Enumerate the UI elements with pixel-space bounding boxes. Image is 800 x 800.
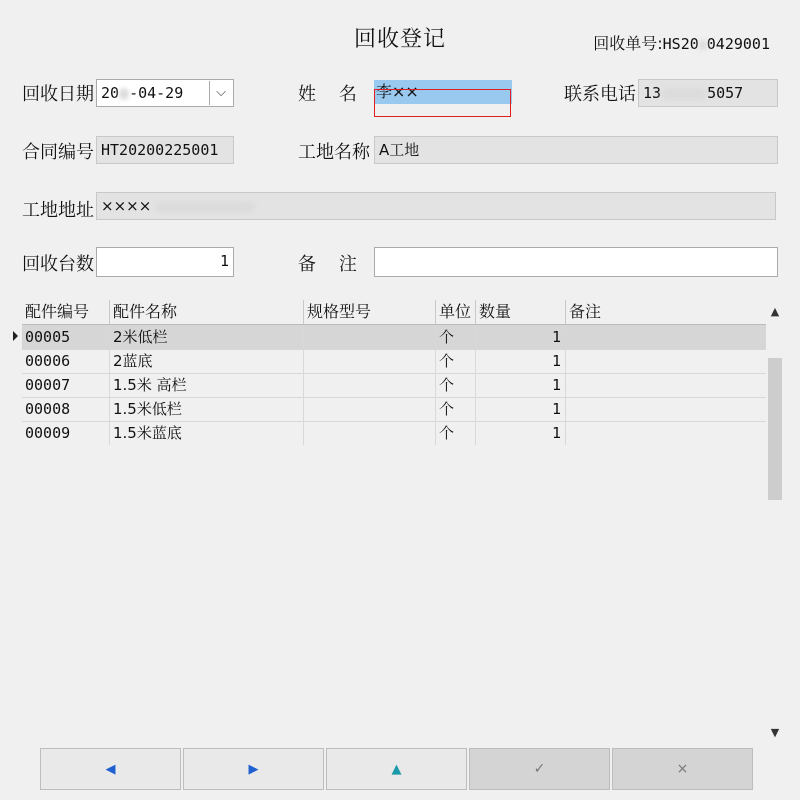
redacted-blur [155,201,255,213]
site-address-label: 工地地址 [22,200,94,221]
cell-name[interactable]: 1.5米低栏 [110,397,304,421]
cell-spec[interactable] [304,421,436,445]
scrollbar-thumb[interactable] [768,358,782,500]
grid-header [22,300,766,325]
count-value: 1 [219,252,229,270]
scroll-up-icon[interactable]: ▲ [770,305,780,318]
table-row[interactable] [22,349,766,374]
count-label: 回收台数 [22,254,94,275]
col-header-spec[interactable]: 规格型号 [304,300,436,324]
cell-name[interactable]: 2米低栏 [110,325,304,349]
cell-name[interactable]: 1.5米 高栏 [110,373,304,397]
table-row[interactable] [22,325,766,350]
cell-code[interactable]: 00009 [22,421,110,445]
site-name-label: 工地名称 [298,142,370,163]
page-title: 回收登记 [353,27,446,52]
cell-spec[interactable] [304,373,436,397]
cell-unit[interactable]: 个 [436,325,476,349]
site-name-value: A工地 [379,141,420,159]
cell-code[interactable]: 00007 [22,373,110,397]
cell-qty[interactable]: 1 [476,397,566,421]
cell-note[interactable] [566,373,766,397]
cell-unit[interactable]: 个 [436,421,476,445]
cell-note[interactable] [566,349,766,373]
table-row[interactable] [22,397,766,422]
phone-label: 联系电话 [564,84,636,105]
cell-code[interactable]: 00008 [22,397,110,421]
chevron-down-icon[interactable]: ⌵ [209,81,232,105]
col-header-unit[interactable]: 单位 [436,300,476,324]
order-number-label: 回收单号: [593,34,663,53]
cancel-button[interactable] [612,748,753,790]
col-header-code[interactable]: 配件编号 [22,300,110,324]
site-address-value: ×××× [101,197,152,215]
order-number [593,31,770,54]
order-number-value-end: 0429001 [706,35,770,53]
parts-grid[interactable] [22,300,766,745]
table-row[interactable] [22,373,766,398]
remark-field[interactable] [374,247,778,277]
confirm-button[interactable] [469,748,610,790]
cell-spec[interactable] [304,325,436,349]
phone-value: 13 5057 [643,84,744,102]
cell-name[interactable]: 2蓝底 [110,349,304,373]
grid-scrollbar[interactable] [766,300,784,745]
date-label: 回收日期 [22,84,94,105]
arrow-up-icon: ▲ [391,762,402,777]
table-row[interactable] [22,421,766,445]
cell-qty[interactable]: 1 [476,421,566,445]
site-address-field[interactable] [96,192,776,220]
site-name-field[interactable] [374,136,778,164]
col-header-qty[interactable]: 数量 [476,300,566,324]
cell-note[interactable] [566,421,766,445]
date-value: 20 -04-29 [101,84,184,102]
cell-code[interactable]: 00005 [22,325,110,349]
cell-note[interactable] [566,325,766,349]
cell-qty[interactable]: 1 [476,349,566,373]
cell-name[interactable]: 1.5米蓝底 [110,421,304,445]
date-picker[interactable] [96,79,234,107]
contract-value: HT20200225001 [101,141,219,159]
current-row-indicator-icon [13,331,18,341]
cell-spec[interactable] [304,349,436,373]
order-number-value: HS20 [662,35,699,53]
next-button[interactable] [183,748,324,790]
name-label: 姓 名 [298,84,357,105]
cell-qty[interactable]: 1 [476,373,566,397]
cell-unit[interactable]: 个 [436,349,476,373]
check-icon: ✓ [533,761,546,777]
close-icon: × [676,761,689,777]
scroll-down-icon[interactable]: ▼ [770,726,780,739]
cell-qty[interactable]: 1 [476,325,566,349]
contract-field[interactable] [96,136,234,164]
contract-label: 合同编号 [22,142,94,163]
col-header-note[interactable]: 备注 [569,302,602,321]
prev-button[interactable] [40,748,181,790]
cell-note[interactable] [566,397,766,421]
cell-spec[interactable] [304,397,436,421]
phone-field[interactable] [638,79,778,107]
remark-label: 备 注 [298,254,357,275]
col-header-name[interactable]: 配件名称 [110,300,304,324]
redacted-blur [699,40,707,50]
arrow-right-icon: ▶ [248,762,259,777]
cell-unit[interactable]: 个 [436,397,476,421]
arrow-left-icon: ◀ [105,762,116,777]
name-value: 李×× [376,82,419,101]
highlight-box [374,89,511,117]
up-button[interactable] [326,748,467,790]
cell-code[interactable]: 00006 [22,349,110,373]
count-field[interactable] [96,247,234,277]
cell-unit[interactable]: 个 [436,373,476,397]
